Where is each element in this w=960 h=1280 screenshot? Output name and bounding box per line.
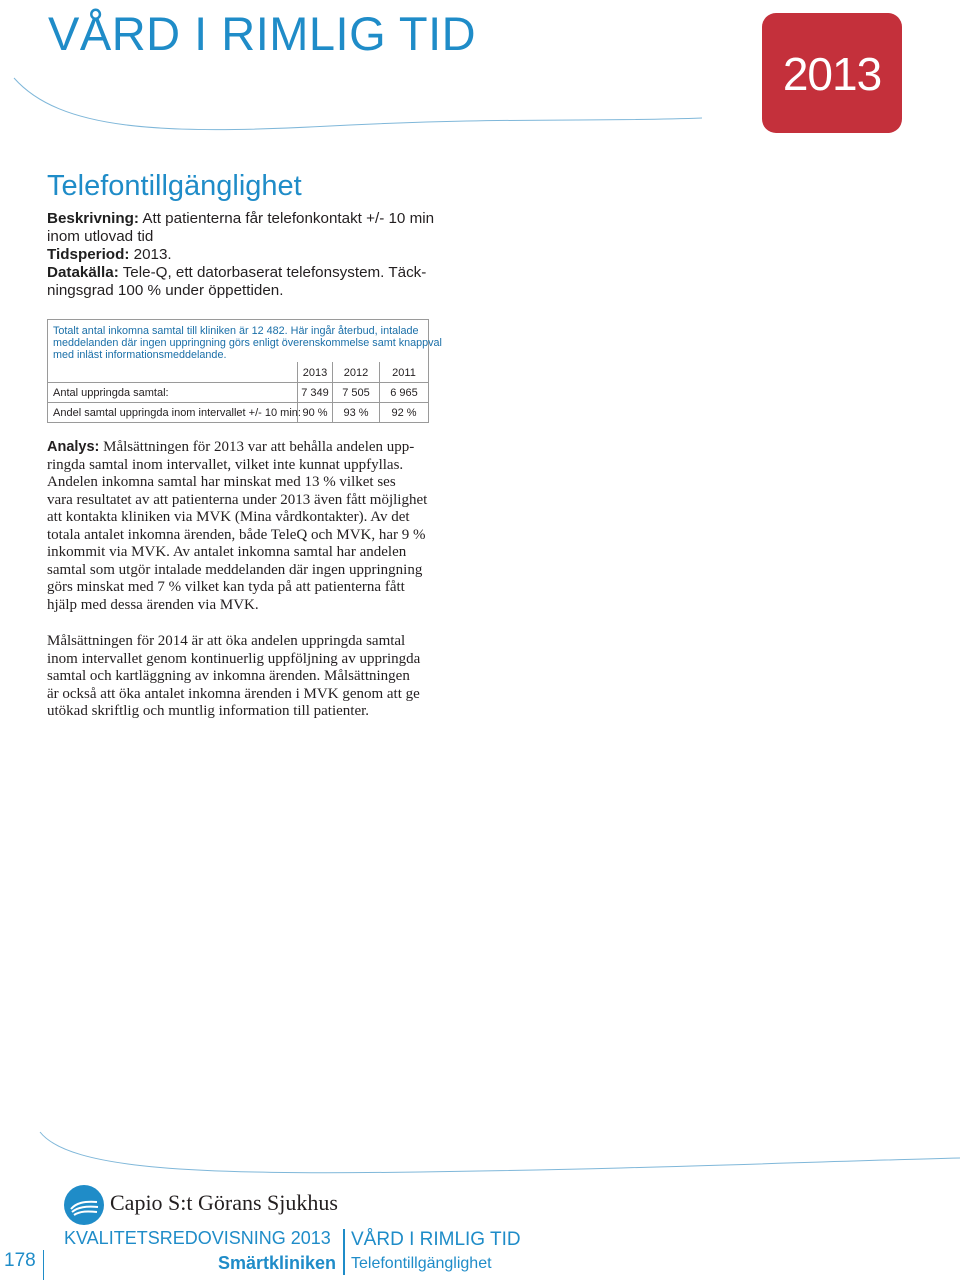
statistics-box [47, 319, 442, 423]
analysis-line: utökad skriftlig och muntlig information till patienter. [47, 703, 370, 719]
analysis-paragraph-2 [47, 633, 429, 721]
clinic-name: Smärtkliniken [218, 1253, 337, 1273]
analysis-line: vara resultatet av att patienterna under 2013 även fått möjlighet [47, 491, 428, 508]
header-swoosh-decoration [0, 60, 960, 140]
analysis-line: totala antalet inkomna ärenden, både TeleQ och MVK, har 9 % [47, 526, 426, 543]
period-value: 2013. [129, 246, 172, 263]
analysis-line: ringda samtal inom intervallet, vilket inte kunnat uppfyllas. [47, 456, 404, 473]
analysis-line: att kontakta kliniken via MVK (Mina vårdkontakter). Av det [47, 509, 410, 525]
source-text: Tele-Q, ett datorbaserat telefonsystem. Täck- [118, 264, 427, 281]
analysis-line: hjälp med dessa ärenden via MVK. [47, 596, 259, 613]
footer-divider [343, 1229, 345, 1275]
source-label: Datakälla: [47, 264, 119, 281]
table-cell: 6 965 [390, 387, 418, 399]
description-line-2: inom utlovad tid [47, 228, 154, 245]
period-label: Tidsperiod: [47, 246, 130, 263]
analysis-line: Analys: Målsättningen för 2013 var att behålla andelen upp- [47, 439, 415, 455]
description-text: Att patienterna får telefonkontakt +/- 10 min [139, 210, 435, 227]
source-line [47, 264, 426, 282]
footer-swoosh-decoration [0, 1120, 960, 1180]
box-note-line: med inläst informationsmeddelande. [53, 349, 227, 361]
table-cell: 92 % [391, 407, 417, 419]
description-line [47, 210, 434, 228]
column-header-2012: 2012 [343, 367, 369, 379]
capio-logo-icon [64, 1185, 104, 1225]
analysis-line: inkommit via MVK. Av antalet inkomna samtal har andelen [47, 544, 407, 560]
box-note-line: Totalt antal inkomna samtal till kliniken är 12 482. Här ingår återbud, intalade [53, 325, 419, 337]
analysis-line: samtal som utgör intalade meddelanden där ingen uppringning [47, 561, 423, 578]
row-label-share: Andel samtal uppringda inom intervallet +/- 10 min: [53, 407, 301, 419]
period-line [47, 246, 172, 264]
table-cell: 7 349 [301, 387, 329, 399]
analysis-paragraph-1 [47, 439, 429, 614]
analysis-line: Andelen inkomna samtal har minskat med 13 % vilket ses [47, 474, 396, 490]
footer-section-title: Telefontillgänglighet [351, 1255, 492, 1272]
row-divider [48, 382, 428, 383]
analysis-line: Målsättningen för 2014 är att öka andelen uppringda samtal [47, 633, 406, 649]
column-header-2013: 2013 [302, 367, 328, 379]
analysis-line: görs minskat med 7 % vilket kan tyda på att patienterna fått [47, 579, 405, 595]
table-cell: 7 505 [342, 387, 370, 399]
page-number: 178 [0, 1250, 44, 1280]
row-divider [48, 402, 428, 403]
description-label: Beskrivning: [47, 210, 139, 227]
page-title: VÅRD I RIMLIG TID [48, 7, 477, 60]
box-note-line: meddelanden där ingen uppringning görs enligt överenskommelse samt knappval [53, 337, 442, 349]
report-title: KVALITETSREDOVISNING 2013 [64, 1228, 331, 1248]
analysis-line: samtal och kartläggning av inkomna ärenden. Målsättningen [47, 668, 410, 684]
chapter-title: VÅRD I RIMLIG TID [351, 1229, 521, 1250]
analysis-label: Analys: [47, 439, 100, 455]
table-cell: 90 % [302, 407, 328, 419]
source-line-2: ningsgrad 100 % under öppettiden. [47, 282, 284, 299]
section-title: Telefontillgänglighet [47, 170, 302, 202]
analysis-line: inom intervallet genom kontinuerlig uppföljning av uppringda [47, 650, 421, 667]
hand-icon [64, 1185, 104, 1225]
year-badge-label: 2013 [782, 48, 882, 100]
column-header-2011: 2011 [392, 367, 416, 379]
analysis-line: är också att öka antalet inkomna ärenden i MVK genom att ge [47, 685, 420, 702]
row-label-calls: Antal uppringda samtal: [53, 387, 169, 399]
organization-name: Capio S:t Görans Sjukhus [110, 1190, 338, 1215]
table-cell: 93 % [343, 407, 369, 419]
